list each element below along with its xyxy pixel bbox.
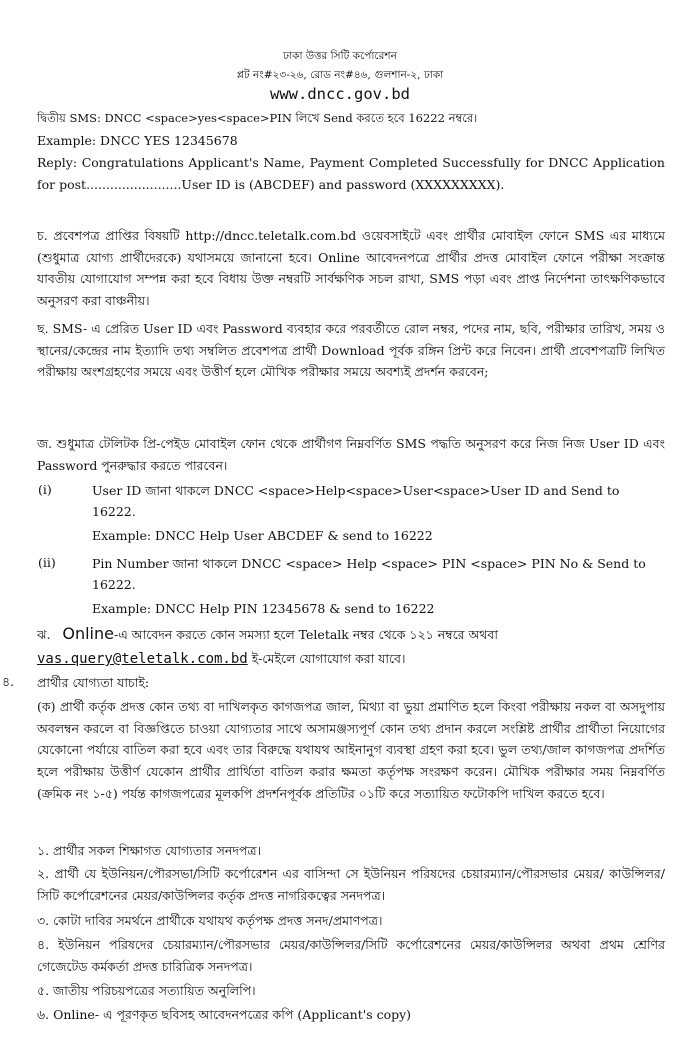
section-cha: চ. প্রবেশপত্র প্রাপ্তির বিষয়টি http://dncc.teletalk.com.bd ওয়েবসাইটে এবং প্রার্থীর মোবাইল ফোনে SMS এর মাধ্যমে (শুধুমাত্র যোগ্য প্রার্থীদেরকে) যথাসময়ে জানানো হবে। Online আবেদনপত্রে প্রার্থীর প্রদত্ত মোবাইল ফোনে পরীক্ষা সংক্রান্ত যাবতীয় যোগাযোগ সম্পন্ন করা হবে বিধায় উক্ত নম্বরটি সার্বক্ষণিক সচল রাখা, SMS পড়া এবং প্রাপ্ত নির্দেশনা তাৎক্ষণিকভাবে অনুসরণ করা বাঞ্চনীয়। [37,228,665,309]
sms-reply: Reply: Congratulations Applicant's Name, Payment Completed Successfully for DNCC Application for post........................User ID is (ABCDEF) and password (XXXXXXXXX). [37,155,665,192]
org-address: প্লট নং#২৩-২৬, রোড নং#৪৬, গুলশান-২, ঢাকা [236,69,444,81]
section-jha [37,622,665,671]
section-4-number: ৪. [2,674,15,689]
sms-example: Example: DNCC YES 12345678 [37,133,238,148]
required-doc-2: ২. প্রার্থী যে ইউনিয়ন/পৌরসভা/সিটি কর্পোরেশন এর বাসিন্দা সে ইউনিয়ন পরিষদের চেয়ারম্যান/পৌরসভার মেয়র/ কাউন্সিলর/সিটি কর্পোরেশনের মেয়র/কাউন্সিলর কর্তৃক প্রদত্ত নাগরিকত্বের সনদপত্র। [37,866,665,903]
jha-text: -এ আবেদন করতে কোন সমস্যা হলে Teletalk নম্বর থেকে ১২১ নম্বরে অথবা [113,627,498,642]
eligibility-title: প্রার্থীর যোগ্যতা যাচাই: [37,675,150,690]
item-i-label: (i) [38,482,52,497]
required-doc-5: ৫. জাতীয় পরিচয়পত্রের সত্যায়িত অনুলিপি। [37,983,256,998]
eligibility-ka: (ক) প্রার্থী কর্তৃক প্রদত্ত কোন তথ্য বা দাখিলকৃত কাগজপত্র জাল, মিথ্যা বা ভুয়া প্রমাণিত হলে কিংবা পরীক্ষায় নকল বা অসদুপায় অবলম্বন করলে বা বিজ্ঞপ্তিতে চাওয়া যোগ্যতার সাথে অসামঞ্জস্যপূর্ণ কোন তথ্য প্রদান করলে সংশ্লিষ্ট প্রার্থীর প্রার্থীতা নিয়োগের যেকোনো পর্যায়ে বাতিল করা হবে এবং তার বিরুদ্ধে যথাযথ আইনানুগ ব্যবস্থা গ্রহণ করা হবে। ভুল তথ্য/জাল কাগজপত্র প্রদর্শিত হলে পরীক্ষায় উত্তীর্ণ যেকোন প্রার্থীর প্রার্থিতা বাতিল করার ক্ষমতা কর্তৃপক্ষ সংরক্ষণ করেন। মৌখিক পরীক্ষার সময় নিম্নবর্ণিত (ক্রমিক নং ১-৫) পর্যন্ত কাগজপত্রের মূলকপি প্রদর্শনপূর্বক প্রতিটির ০১টি করে সত্যায়িত ফটোকপি দাখিল করতে হবে। [37,699,665,801]
item-ii-label: (ii) [38,555,56,570]
item-ii-example: Example: DNCC Help PIN 12345678 & send to 16222 [92,601,435,616]
section-chha: ছ. SMS- এ প্রেরিত User ID এবং Password ব্যবহার করে পরবর্তীতে রোল নম্বর, পদের নাম, ছবি, পরীক্ষার তারিখ, সময় ও স্থানের/কেন্দ্রের নাম ইত্যাদি তথ্য সম্বলিত প্রবেশপত্র প্রার্থী Download পূর্বক রঙ্গিন প্রিন্ট করে নিবেন। প্রার্থী প্রবেশপত্রটি লিখিত পরীক্ষায় অংশগ্রহণের সময়ে এবং উত্তীর্ণ হলে মৌখিক পরীক্ষার সময়ে অবশ্যই প্রদর্শন করবেন; [37,321,665,380]
required-doc-6: ৬. Online- এ পূরণকৃত ছবিসহ আবেদনপত্রের কপি (Applicant's copy) [37,1007,412,1022]
second-sms-instruction: দ্বিতীয় SMS: DNCC <space>yes<space>PIN লিখে Send করতে হবে 16222 নম্বরে। [37,111,478,125]
jha-prefix: ঝ. [37,627,51,642]
support-email-link[interactable]: vas.query@teletalk.com.bd [37,651,248,667]
section-ja: জ. শুধুমাত্র টেলিটক প্রি-পেইড মোবাইল ফোন থেকে প্রার্থীগণ নিম্নবর্ণিত SMS পদ্ধতি অনুসরণ করে নিজ নিজ User ID এবং Password পুনরুদ্ধার করতে পারবেন। [37,436,665,473]
org-website[interactable]: www.dncc.gov.bd [270,85,410,103]
required-doc-3: ৩. কোটা দাবির সমর্থনে প্রার্থীকে যথাযথ কর্তৃপক্ষ প্রদত্ত সনদ/প্রমাণপত্র। [37,913,383,928]
item-ii-text: Pin Number জানা থাকলে DNCC <space> Help <space> PIN <space> PIN No & Send to 16222. [92,556,646,592]
item-i-example: Example: DNCC Help User ABCDEF & send to 16222 [92,528,433,543]
jha-online: Online [62,624,114,643]
item-i-text: User ID জানা থাকলে DNCC <space>Help<space>User<space>User ID and Send to 16222. [92,483,620,519]
jha-tail: ই-মেইলে যোগাযোগ করা যাবে। [251,651,406,666]
org-name: ঢাকা উত্তর সিটি কর্পোরেশন [283,50,397,62]
required-doc-4: ৪. ইউনিয়ন পরিষদের চেয়ারম্যান/পৌরসভার মেয়র/কাউন্সিলর/সিটি কর্পোরেশনের মেয়র/কাউন্সিলর অথবা প্রথম শ্রেণির গেজেটেড কর্মকর্তা প্রদত্ত চারিত্রিক সনদপত্র। [37,937,665,974]
required-doc-1: ১. প্রার্থীর সকল শিক্ষাগত যোগ্যতার সনদপত্র। [37,843,262,858]
